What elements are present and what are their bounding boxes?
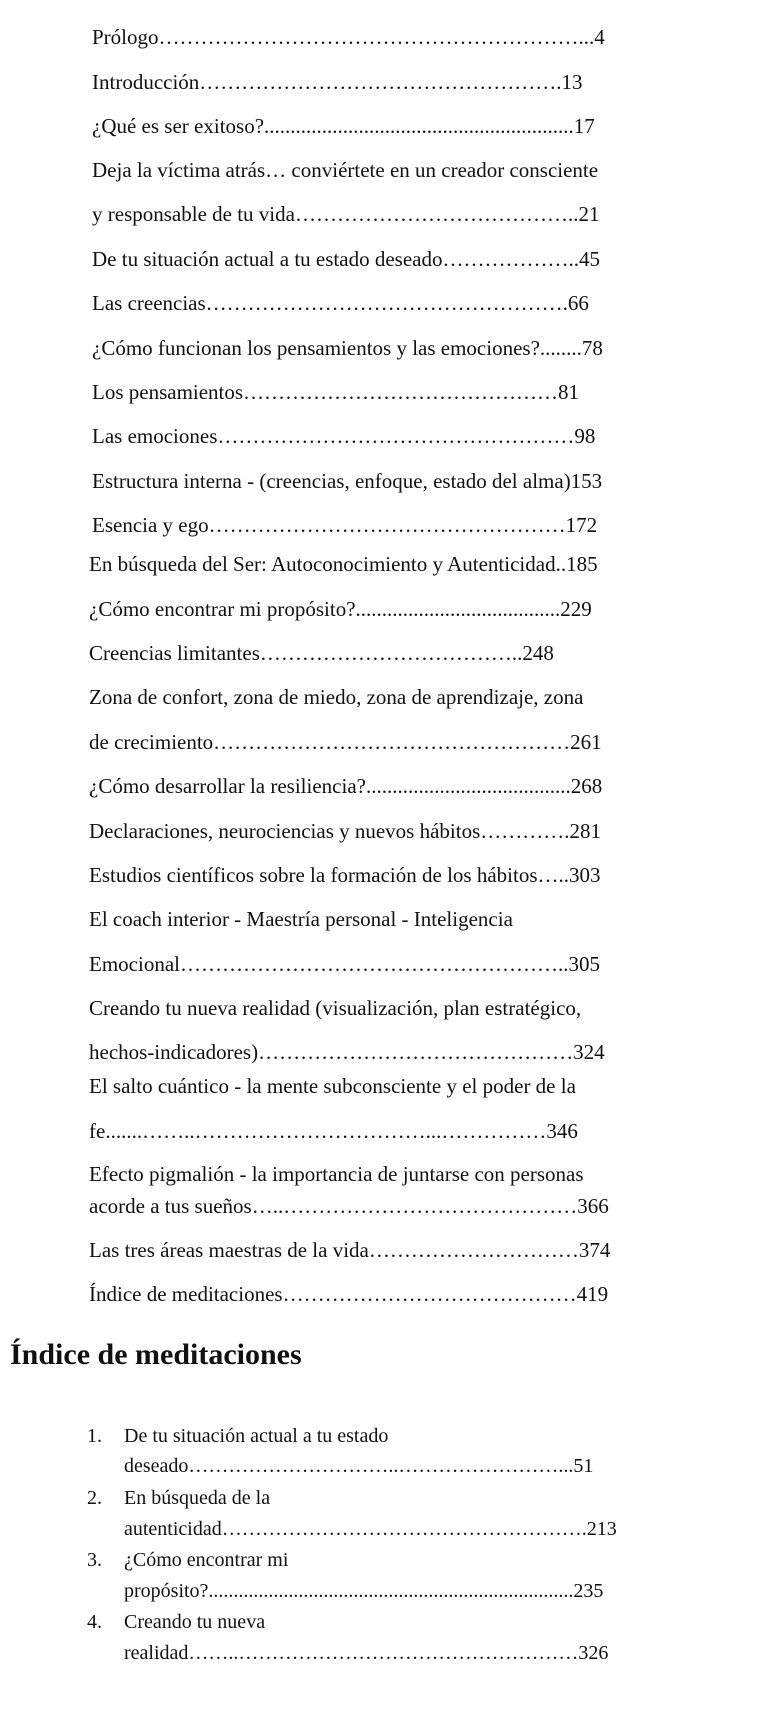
toc-entry-las-emociones: Las emociones……………………………………………98 <box>92 424 596 448</box>
toc-entry-encontrar-proposito: ¿Cómo encontrar mi propósito?.......................................229 <box>89 597 592 621</box>
toc-entry-coach-interior-cont: Emocional………………………………………………..305 <box>89 952 600 976</box>
toc-entry-indice-meditaciones: Índice de meditaciones……………………………………419 <box>89 1282 609 1306</box>
toc-entry-deja-la-victima-cont: y responsable de tu vida…………………………………..21 <box>92 202 600 226</box>
meditation-item-title: Creando tu nueva <box>124 1611 266 1633</box>
meditation-number: 1. <box>87 1425 102 1447</box>
toc-entry-busqueda-del-ser: En búsqueda del Ser: Autoconocimiento y Autenticidad..185 <box>89 552 598 576</box>
toc-entry-las-creencias: Las creencias…………………………………………….66 <box>92 291 589 315</box>
toc-entry-zona-de-confort-cont: de crecimiento……………………………………………261 <box>89 730 602 754</box>
toc-entry-deja-la-victima: Deja la víctima atrás… conviértete en un creador consciente <box>92 158 599 182</box>
toc-entry-prologo: Prólogo……………………………………………………...4 <box>92 25 605 49</box>
toc-entry-pensamientos-y-emociones: ¿Cómo funcionan los pensamientos y las emociones?........78 <box>92 336 603 360</box>
toc-entry-areas-maestras: Las tres áreas maestras de la vida…………………………374 <box>89 1238 611 1262</box>
toc-entry-coach-interior: El coach interior - Maestría personal - Inteligencia <box>89 907 513 931</box>
meditation-item-title: En búsqueda de la <box>124 1487 271 1509</box>
toc-entry-efecto-pigmalion-cont: acorde a tus sueños…..……………………………………366 <box>89 1194 609 1218</box>
toc-entry-zona-de-confort: Zona de confort, zona de miedo, zona de aprendizaje, zona <box>89 685 584 709</box>
meditation-item-page: realidad……..……………………………………………326 <box>124 1642 609 1664</box>
meditation-number: 3. <box>87 1549 102 1571</box>
meditation-item-page: propósito?.........................................................................235 <box>124 1580 604 1602</box>
meditation-item-title: De tu situación actual a tu estado <box>124 1425 389 1447</box>
toc-entry-resiliencia: ¿Cómo desarrollar la resiliencia?.......................................268 <box>89 774 603 798</box>
meditation-number: 4. <box>87 1611 102 1633</box>
toc-entry-los-pensamientos: Los pensamientos………………………………………81 <box>92 380 580 404</box>
meditation-item-page: autenticidad……………………………………………….213 <box>124 1518 617 1540</box>
toc-entry-situacion-actual: De tu situación actual a tu estado deseado………………..45 <box>92 247 600 271</box>
toc-entry-salto-cuantico: El salto cuántico - la mente subconsciente y el poder de la <box>89 1074 576 1098</box>
meditation-number: 2. <box>87 1487 102 1509</box>
toc-entry-creencias-limitantes: Creencias limitantes………………………………..248 <box>89 641 554 665</box>
toc-entry-que-es-ser-exitoso: ¿Qué es ser exitoso?...........................................................17 <box>92 114 595 138</box>
meditation-item-page: deseado…………………………..……………………...51 <box>124 1455 594 1477</box>
toc-entry-esencia-y-ego: Esencia y ego……………………………………………172 <box>92 513 598 537</box>
toc-entry-introduccion: Introducción…………………………………………….13 <box>92 70 583 94</box>
meditation-item-title: ¿Cómo encontrar mi <box>124 1549 289 1571</box>
toc-entry-estudios-cientificos: Estudios científicos sobre la formación de los hábitos…..303 <box>89 863 601 887</box>
toc-entry-estructura-interna: Estructura interna - (creencias, enfoque, estado del alma)153 <box>92 469 603 493</box>
toc-entry-salto-cuantico-cont: fe.......……..……………………………...……………346 <box>89 1119 578 1143</box>
toc-entry-declaraciones: Declaraciones, neurociencias y nuevos hábitos………….281 <box>89 819 602 843</box>
toc-entry-nueva-realidad-cont: hechos-indicadores)………………………………………324 <box>89 1040 605 1064</box>
toc-entry-nueva-realidad: Creando tu nueva realidad (visualización, plan estratégico, <box>89 996 582 1020</box>
meditations-heading: Índice de meditaciones <box>10 1338 302 1371</box>
toc-entry-efecto-pigmalion: Efecto pigmalión - la importancia de juntarse con personas <box>89 1162 584 1186</box>
